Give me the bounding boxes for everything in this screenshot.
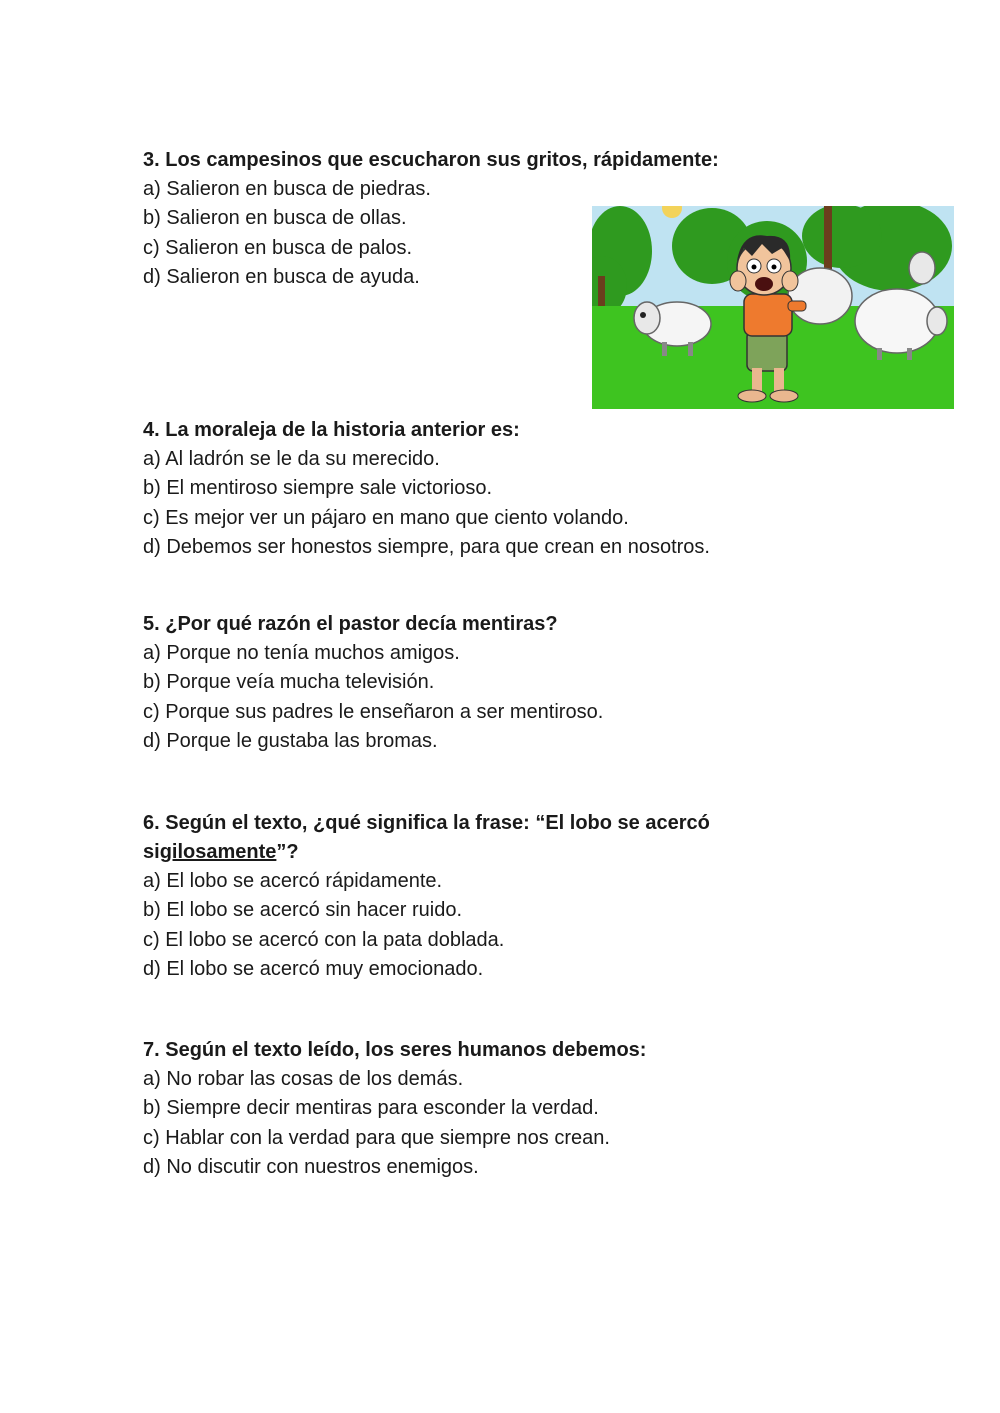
title-text: si: [143, 841, 160, 863]
shepherd-boy-illustration: [592, 206, 954, 409]
option-d: d) Salieron en busca de ayuda.: [143, 265, 420, 288]
option-a: a) Al ladrón se le da su merecido.: [143, 448, 440, 470]
question-title: 7. Según el texto leído, los seres humanos debemos:: [143, 1039, 647, 1061]
question-title-line-2: [143, 838, 710, 867]
question-title: 3. Los campesinos que escucharon sus gritos, rápidamente:: [143, 149, 719, 171]
question-title: 4. La moraleja de la historia anterior es:: [143, 419, 520, 441]
option-b: b) El lobo se acercó sin hacer ruido.: [143, 899, 463, 922]
option-b: b) Porque veía mucha televisión.: [143, 671, 435, 694]
option-c: c) Hablar con la verdad para que siempre nos crean.: [143, 1126, 610, 1149]
option-c: c) Salieron en busca de palos.: [143, 236, 413, 259]
question-4: [143, 416, 710, 562]
option-c: c) Es mejor ver un pájaro en mano que ciento volando.: [143, 506, 629, 529]
option-a: a) No robar las cosas de los demás.: [143, 1068, 464, 1090]
option-b: b) El mentiroso siempre sale victorioso.: [143, 477, 493, 500]
option-a: a) Salieron en busca de piedras.: [143, 178, 431, 200]
title-text: ”?: [276, 841, 299, 863]
option-c: c) Porque sus padres le enseñaron a ser mentiroso.: [143, 700, 604, 723]
question-7: [143, 1036, 646, 1182]
option-d: d) El lobo se acercó muy emocionado.: [143, 957, 484, 980]
option-d: d) No discutir con nuestros enemigos.: [143, 1155, 479, 1178]
option-a: a) El lobo se acercó rápidamente.: [143, 870, 443, 892]
option-c: c) El lobo se acercó con la pata doblada.: [143, 928, 505, 951]
option-d: d) Porque le gustaba las bromas.: [143, 729, 438, 752]
question-5: [143, 610, 603, 756]
underlined-word: gilosamente: [159, 841, 277, 863]
option-d: d) Debemos ser honestos siempre, para que crean en nosotros.: [143, 535, 710, 558]
question-title: 5. ¿Por qué razón el pastor decía mentiras?: [143, 613, 558, 635]
option-a: a) Porque no tenía muchos amigos.: [143, 642, 460, 664]
option-b: b) Salieron en busca de ollas.: [143, 207, 407, 230]
question-6: [143, 809, 710, 984]
option-b: b) Siempre decir mentiras para esconder la verdad.: [143, 1097, 599, 1120]
question-title-line-1: 6. Según el texto, ¿qué significa la frase: “El lobo se acercó: [143, 812, 710, 834]
